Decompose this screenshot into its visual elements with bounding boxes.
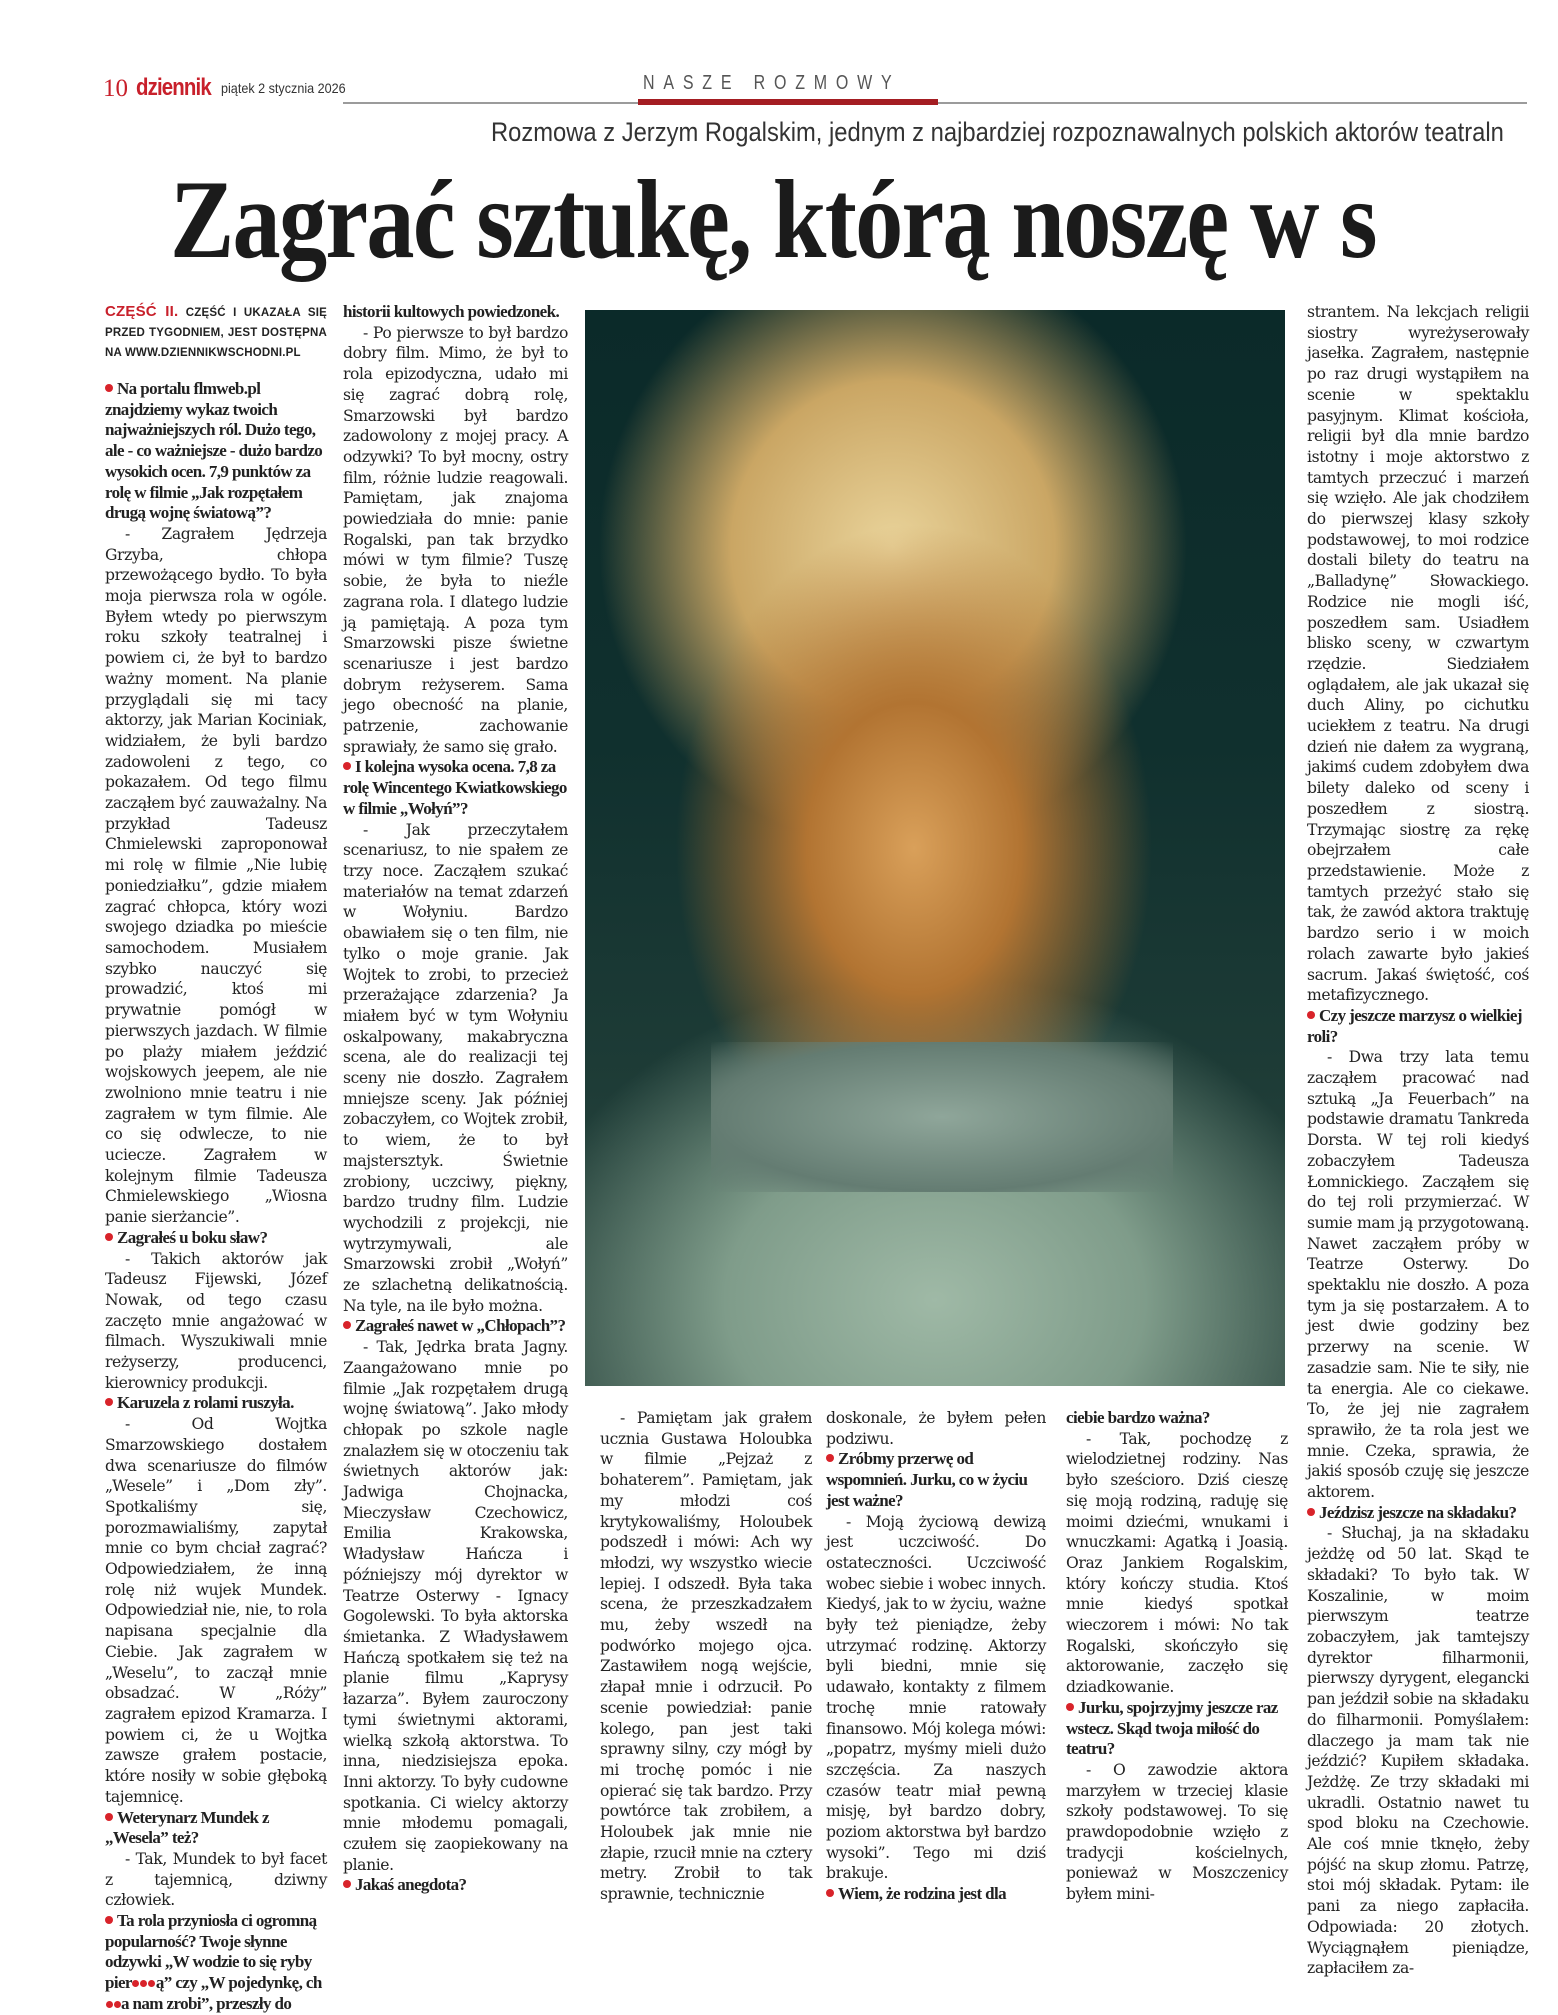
question: Czy jeszcze marzysz o wielkiej roli? bbox=[1307, 1005, 1522, 1046]
question: Jurku, spojrzyjmy jeszcze raz wstecz. Skąd twoja miłość do teatru? bbox=[1066, 1697, 1278, 1759]
question: Weterynarz Mundek z „Wesela” też? bbox=[105, 1807, 269, 1848]
answer: - Słuchaj, ja na składaku jeżdżę od 50 lat. Skąd te składaki? To było tak. W Koszalinie, w moim pierwszym teatrze zobaczyłem, jak tamtejszy dyrektor filharmonii, pierwszy dyrygent, elegancki pan jeździł sobie na składaku do filharmonii. Pomyślałem: dlaczego ja mam tak nie jeździć? Kupiłem składaka. Jeżdżę. Ze trzy składaki mi ukradli. Ostatnio nawet tu spod bloku na Czechowie. Ale coś mnie tknęło, żeby pójść na skup złomu. Patrzę, stoi mój składak. Pytam: ile pani za niego zapłaciła. Odpowiada: 20 złotych. Wyciągnąłem pieniądze, zapłaciłem za- bbox=[1307, 1524, 1529, 1978]
article-column-4 bbox=[826, 1408, 1046, 1905]
answer-continued: strantem. Na lekcjach religii siostry wyreżyserowały jasełka. Zagrałem, następnie po raz drugi wystąpiłem na scenie w spektaklu pasyjnym. Klimat kościoła, religii był dla mnie bardzo istotny i moje aktorstwo z tamtych przeczuć i marzeń się wzięło. Ale jak chodziłem do pierwszej klasy szkoły podstawowej, to moi rodzice dostali bilety do teatru na „Balladynę” Słowackiego. Rodzice nie mogli iść, poszedłem sam. Usiadłem blisko sceny, w czwartym rzędzie. Siedziałem oglądałem, ale jak ukazał się duch Aliny, po cichutku uciekłem z teatru. Na drugi dzień nie dałem za wygraną, jakimś cudem zdobyłem dwa bilety daleko od sceny i poszedłem z siostrą. Trzymając siostrę za rękę obejrzałem całe przedstawienie. Może z tamtych przeżyć stało się tak, że zawód aktora traktuję bardzo serio i w moich rolach zawarte było jakieś sacrum. Jakaś świętość, coś metafizycznego. bbox=[1307, 303, 1529, 1005]
article-column-2 bbox=[343, 302, 568, 1896]
series-note-text: CZĘŚĆ I UKAZAŁA SIĘ PRZED TYGODNIEM, JEST DOSTĘPNA NA WWW.DZIENNIKWSCHODNI.PL bbox=[105, 307, 327, 359]
bullet-icon bbox=[105, 1813, 113, 1821]
bullet-icon bbox=[826, 1889, 834, 1897]
bullet-icon bbox=[105, 1916, 113, 1924]
series-note bbox=[105, 302, 327, 363]
bullet-icon bbox=[343, 1321, 351, 1329]
question: Zróbmy przerwę od wspomnień. Jurku, co w życiu jest ważne? bbox=[826, 1449, 1028, 1510]
answer: - Zagrałem Jędrzeja Grzyba, chłopa przewożącego bydło. To była moja pierwsza rola w ogóle. Byłem wtedy po pierwszym roku szkoły teatralnej i powiem ci, że był to bardzo ważny moment. Na planie przyglądali się mi tacy aktorzy, jak Marian Kociniak, widziałem, że byli bardzo zadowoleni z tego, co pokazałem. Od tego filmu zacząłem być zauważalny. Na przykład Tadeusz Chmielewski zaproponował mi rolę w filmie „Nie lubię poniedziałku”, gdzie miałem zagrać chłopca, który wozi swojego dziadka po mieście samochodem. Musiałem szybko nauczyć się prowadzić, ktoś mi prywatnie pomógł w pierwszych jazdach. W filmie po plaży miałem jeździć wojskowych jeepem, ale nie zwolniono mnie teatru i nie zagrałem w tym filmie. Ale co się odwlecze, to nie uciecze. Zagrałem w kolejnym filmie Tadeusza Chmielewskiego „Wiosna panie sierżancie”. bbox=[105, 524, 327, 1227]
answer: - Dwa trzy lata temu zacząłem pracować nad sztuką „Ja Feuerbach” na podstawie dramatu Tankreda Dorsta. W tej roli kiedyś zobaczyłem Tadeusza Łomnickiego. Zacząłem się do tej roli przymierzać. W sumie mam ją przygotowaną. Nawet zacząłem próby w Teatrze Osterwy. Do spektaklu nie doszło. A poza tym ja się postarzałem. A to jest dwie godziny bez przerwy na scenie. W zasadzie sam. Nie te siły, nie ta energia. Ale co ciekawe. To, że jej nie zagrałem sprawiło, że ta rola jest we mnie. Czeka, sprawia, że jakiś sposób czuję się jeszcze aktorem. bbox=[1307, 1048, 1529, 1502]
section-title: NASZE ROZMOWY bbox=[643, 72, 901, 94]
censor-dot-icon bbox=[106, 2001, 113, 2008]
article-column-6 bbox=[1307, 302, 1529, 1979]
series-label: CZĘŚĆ II. bbox=[105, 303, 179, 320]
question: Karuzela z rolami ruszyła. bbox=[105, 1393, 327, 1414]
question: Zagrałeś u boku sław? bbox=[105, 1228, 327, 1249]
question-continued: historii kultowych powiedzonek. bbox=[343, 302, 560, 321]
bullet-icon bbox=[343, 1880, 351, 1888]
censor-dot-icon bbox=[148, 1980, 155, 1987]
article-column-1 bbox=[105, 302, 327, 2015]
answer: - Tak, pochodzę z wielodzietnej rodziny. Nas było sześcioro. Dziś cieszę się moją rodziną, raduję się moimi dziećmi, wnukami i wnuczkami: Agatką i Joasią. Oraz Jankiem Rogalskim, który kończy studia. Ktoś mnie kiedyś spotkał wieczorem i mówi: No tak Rogalski, skończyło się aktorowanie, zaczęło się dziadkowanie. bbox=[1066, 1429, 1288, 1697]
page-header bbox=[103, 72, 1527, 106]
bullet-icon bbox=[1066, 1703, 1074, 1711]
portrait-photo bbox=[585, 310, 1285, 1386]
answer: - Tak, Mundek to był facet z tajemnicą, dziwny człowiek. bbox=[105, 1849, 327, 1910]
bullet-icon bbox=[1307, 1011, 1315, 1019]
bullet-icon bbox=[1307, 1508, 1315, 1516]
question: I kolejna wysoka ocena. 7,8 za rolę Wincentego Kwiatkowskiego w filmie „Wołyń”? bbox=[343, 757, 567, 818]
answer: - Takich aktorów jak Tadeusz Fijewski, Józef Nowak, od tego czasu zaczęto mnie angażować w filmach. Wyszukiwali mnie reżyserzy, producenci, kierownicy produkcji. bbox=[105, 1249, 327, 1392]
photo-shirt-collar bbox=[711, 1042, 1173, 1193]
answer: - Od Wojtka Smarzowskiego dostałem dwa scenariusze do filmów „Wesele” i „Dom zły”. Spotkaliśmy się, porozmawialiśmy, zapytał mnie co bym chciał zagrać? Odpowiedziałem, że inną rolę niż wujek Mundek. Odpowiedział nie, nie, to rola napisana specjalnie dla Ciebie. Jak zagrałem w „Weselu”, to zaczął mnie obsadzać. W „Róży” zagrałem epizod Kramarza. I powiem ci, że u Wojtka zawsze grałem postacie, które nosiły w sobie głęboką tajemnicę. bbox=[105, 1415, 327, 1806]
answer: - Moją życiową dewizą jest uczciwość. Do ostateczności. Uczciwość wobec siebie i wobec innych. Kiedyś, jak to w życiu, ważne były też pieniądze, żeby utrzymać rodzinę. Aktorzy byli biedni, mnie się udawało, kontakty z filmem trochę mnie ratowały finansowo. Mój kolega mówi: „popatrz, myśmy mieli dużo szczęścia. Za naszych czasów teatr miał pewną misję, był bardzo dobry, poziom aktorstwa był bardzo wysoki”. Tego mi dziś brakuje. bbox=[826, 1512, 1046, 1883]
page-number: 10 bbox=[103, 75, 128, 102]
article-column-5 bbox=[1066, 1408, 1288, 1905]
question: Ta rola przyniosła ci ogromną popularność? Twoje słynne odzywki „W wodzie to się ryby pier ą” czy „W pojedynkę, cha nam zrobi”, przeszły do bbox=[105, 1911, 322, 2013]
censor-dot-icon bbox=[114, 2001, 121, 2008]
question: Jakaś anegdota? bbox=[343, 1875, 568, 1896]
article-headline: Zagrać sztukę, którą noszę w s bbox=[170, 158, 1376, 282]
answer: - Pamiętam jak grałem ucznia Gustawa Holoubka w filmie „Pejzaż z bohaterem”. Pamiętam, jak my młodzi coś krytykowaliśmy, Holoubek podszedł i mówi: Ach wy młodzi, wy wszystko wiecie lepiej. I odszedł. Była taka scena, że przeszkadzałem mu, żeby wszedł na podwórko mojego ojca. Zastawiłem nogą wejście, złapał mnie i odrzucił. Po scenie powiedział: panie kolego, pan jest taki sprawny silny, czy mógł by mi trochę pomóc i nie opierać się tak bardzo. Przy powtórce tak zrobiłem, a Holoubek jak mnie nie złapie, rzucił mnie na cztery metry. Zrobił to tak sprawnie, technicznie bbox=[600, 1409, 812, 1904]
article-subtitle: Rozmowa z Jerzym Rogalskim, jednym z najbardziej rozpoznawalnych polskich aktorów teatraln bbox=[491, 117, 1504, 147]
bullet-icon bbox=[826, 1454, 834, 1462]
bullet-icon bbox=[105, 384, 113, 392]
answer: - Tak, Jędrka brata Jagny. Zaangażowano mnie po filmie „Jak rozpętałem drugą wojnę światową”. Jako młody chłopak po szkole nagle znalazłem się w otoczeniu tak świetnych aktorów jak: Jadwiga Chojnacka, Mieczysław Czechowicz, Emilia Krakowska, Władysław Hańcza i późniejszy mój dyrektor w Teatrze Osterwy - Ignacy Gogolewski. To była aktorska śmietanka. Z Władysławem Hańczą spotkałem się też na planie filmu „Kaprysy łazarza”. Byłem zauroczony tymi świetnymi aktorami, wielką szkołą aktorstwa. To inna, niedzisiejsza epoka. Inni aktorzy. To były cudowne spotkania. Ci wielcy aktorzy mnie młodemu pomagali, czułem się zaopiekowany na planie. bbox=[343, 1338, 568, 1874]
article-column-3 bbox=[600, 1408, 812, 1905]
bullet-icon bbox=[105, 1398, 113, 1406]
question-continued: ciebie bardzo ważna? bbox=[1066, 1408, 1210, 1427]
section-accent-bar bbox=[638, 99, 938, 105]
question: Wiem, że rodzina jest dla bbox=[826, 1884, 1046, 1905]
answer: - O zawodzie aktora marzyłem w trzeciej klasie szkoły podstawowej. To się prawdopodobnie wzięło z tradycji kościelnych, ponieważ w Moszczenicy byłem mini- bbox=[1066, 1760, 1288, 1904]
bullet-icon bbox=[105, 1233, 113, 1241]
bullet-icon bbox=[343, 762, 351, 770]
answer-continued: doskonale, że byłem pełen podziwu. bbox=[826, 1409, 1046, 1448]
question: Zagrałeś nawet w „Chłopach”? bbox=[343, 1316, 568, 1337]
answer: - Po pierwsze to był bardzo dobry film. Mimo, że był to rola epizodyczna, udało mi się zagrać dobrą rolę, Smarzowski był bardzo zadowolony z mojej pracy. A odzywki? To był mocny, ostry film, różnie ludzie reagowali. Pamiętam, jak znajoma powiedziała do mnie: panie Rogalski, pan tak brzydko mówi w tym filmie? Tuszę sobie, że była to nieźle zagrana rola. I dlatego ludzie ją pamiętają. A poza tym Smarzowski pisze świetne scenariusze i jest bardzo dobrym reżyserem. Sama jego obecność na planie, patrzenie, zachowanie sprawiały, że samo się grało. bbox=[343, 323, 568, 756]
censor-dot-icon bbox=[132, 1980, 139, 1987]
newspaper-logo: dziennik bbox=[136, 74, 211, 101]
question: Jeździsz jeszcze na składaku? bbox=[1307, 1503, 1529, 1524]
issue-date: piątek 2 stycznia 2026 bbox=[221, 80, 346, 96]
censor-dot-icon bbox=[140, 1980, 147, 1987]
question: Na portalu flmweb.pl znajdziemy wykaz twoich najważniejszych ról. Dużo tego, ale - co ważniejsze - dużo bardzo wysokich ocen. 7,9 punktów za rolę w filmie „Jak rozpętałem drugą wojnę światową”? bbox=[105, 379, 323, 523]
answer: - Jak przeczytałem scenariusz, to nie spałem ze trzy noce. Zacząłem szukać materiałów na temat zdarzeń w Wołyniu. Bardzo obawiałem się o ten film, nie tylko o moje granie. Jak Wojtek to zrobi, to przecież przerażające zdarzenia? Ja miałem być w tym Wołyniu oskalpowany, makabryczna scena, ale do realizacji tej sceny nie doszło. Zagrałem mniejsze sceny. Jak później zobaczyłem, co Wojtek zrobił, to wiem, że to był majstersztyk. Świetnie zrobiony, uczciwy, piękny, bardzo trudny film. Ludzie wychodzili z projekcji, nie wytrzymywali, ale Smarzowski zrobił „Wołyń” ze szlachetną delikatnością. Na tyle, na ile było można. bbox=[343, 820, 568, 1315]
